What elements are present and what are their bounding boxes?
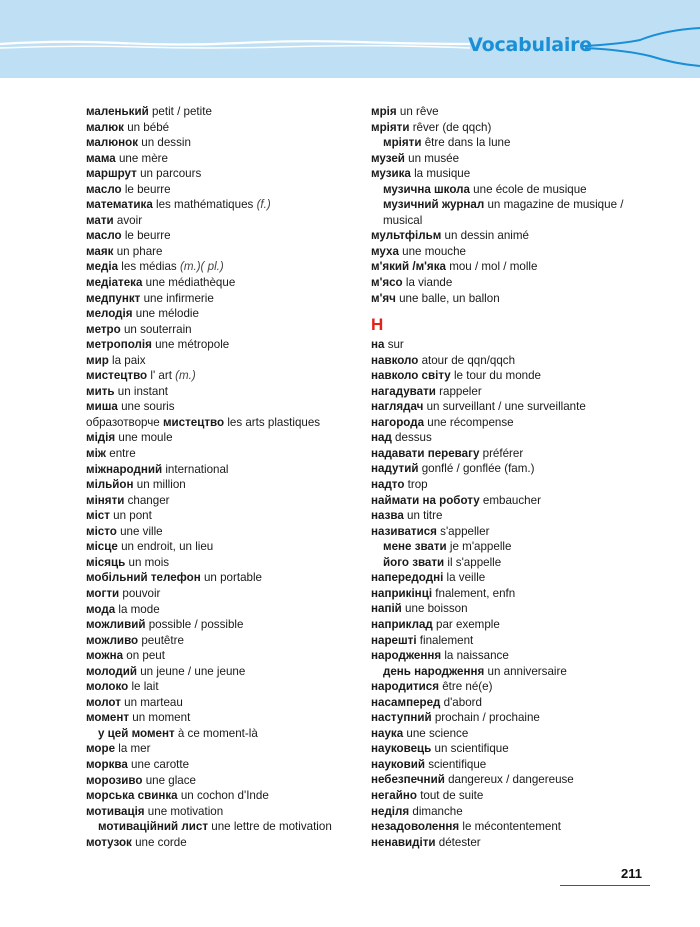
vocab-entry xyxy=(86,477,346,493)
ukrainian-word: наука xyxy=(371,726,404,740)
vocab-entry xyxy=(371,104,651,120)
vocab-entry xyxy=(86,757,346,773)
vocab-entry xyxy=(86,788,346,804)
french-translation: on peut xyxy=(126,649,165,663)
header-wave-decoration xyxy=(0,0,700,78)
ukrainian-word: миша xyxy=(86,400,118,414)
vocab-entry xyxy=(371,353,651,369)
vocab-entry xyxy=(86,633,346,649)
french-translation: un instant xyxy=(117,384,169,398)
vocab-entry xyxy=(371,633,651,649)
ukrainian-word: мелодія xyxy=(86,307,133,321)
vocab-entry xyxy=(371,120,651,136)
ukrainian-word: мотузок xyxy=(86,835,132,849)
vocab-entry xyxy=(371,182,651,198)
french-translation: tout de suite xyxy=(420,788,484,802)
page-number-rule xyxy=(560,885,650,886)
french-translation: une infirmerie xyxy=(143,291,214,305)
vocab-entry xyxy=(86,555,346,571)
french-translation: être dans la lune xyxy=(424,136,511,150)
french-translation: les mathématiques xyxy=(156,198,254,212)
french-translation: prochain / prochaine xyxy=(434,711,540,725)
vocab-entry xyxy=(371,337,651,353)
vocab-entry xyxy=(371,151,651,167)
french-translation: un endroit, un lieu xyxy=(121,540,214,554)
ukrainian-word: морська свинка xyxy=(86,789,178,803)
french-translation: avoir xyxy=(116,213,143,227)
ukrainian-word: молот xyxy=(86,695,121,709)
french-translation: un rêve xyxy=(399,105,439,118)
ukrainian-word: мати xyxy=(86,213,114,227)
vocab-entry xyxy=(86,275,346,291)
french-translation: un magazine de musique / musical xyxy=(383,198,624,227)
ukrainian-word: народження xyxy=(371,649,442,663)
ukrainian-word: молоко xyxy=(86,680,129,694)
french-translation: une lettre de motivation xyxy=(211,820,332,834)
ukrainian-word: муха xyxy=(371,244,399,258)
ukrainian-word: на xyxy=(371,338,385,352)
ukrainian-word: музей xyxy=(371,151,405,165)
ukrainian-word: мультфільм xyxy=(371,229,442,243)
vocab-entry xyxy=(86,384,346,400)
french-translation: la naissance xyxy=(444,649,509,663)
ukrainian-word: нагадувати xyxy=(371,384,436,398)
ukrainian-word: маленький xyxy=(86,105,149,118)
vocab-entry xyxy=(86,415,346,431)
french-translation: une ville xyxy=(120,524,163,538)
french-translation: un jeune / une jeune xyxy=(140,664,246,678)
french-translation: à ce moment-là xyxy=(177,726,258,740)
ukrainian-word: надто xyxy=(371,478,405,492)
ukrainian-word: мріяти xyxy=(383,136,422,150)
ukrainian-word: мріяти xyxy=(371,120,410,134)
ukrainian-word: міст xyxy=(86,509,110,523)
ukrainian-word: навколо xyxy=(371,353,419,367)
ukrainian-word: молодий xyxy=(86,664,137,678)
french-translation: une boisson xyxy=(405,602,468,616)
ukrainian-word: морозиво xyxy=(86,773,143,787)
vocab-entry xyxy=(86,244,346,260)
vocab-entry xyxy=(86,726,346,742)
vocab-entry xyxy=(371,461,651,477)
ukrainian-word: маршрут xyxy=(86,167,137,181)
vocab-entry xyxy=(371,539,651,555)
french-translation: un anniversaire xyxy=(487,664,567,678)
ukrainian-word: між xyxy=(86,447,107,461)
french-translation: par exemple xyxy=(436,617,500,631)
page-number: 211 xyxy=(621,866,642,881)
ukrainian-word: нарешті xyxy=(371,633,417,647)
right-m-entries xyxy=(371,104,651,306)
vocab-entry xyxy=(371,135,651,151)
ukrainian-word: небезпечний xyxy=(371,773,445,787)
ukrainian-word: медпункт xyxy=(86,291,141,305)
left-column xyxy=(86,104,346,850)
french-translation: un dessin animé xyxy=(444,229,529,243)
french-translation: une moule xyxy=(118,431,173,445)
ukrainian-word: музика xyxy=(371,167,411,181)
ukrainian-word: науковець xyxy=(371,742,432,756)
ukrainian-word: малюнок xyxy=(86,136,139,150)
ukrainian-word: наступний xyxy=(371,711,432,725)
ukrainian-word: математика xyxy=(86,198,153,212)
french-translation: un mois xyxy=(128,555,170,569)
vocab-entry xyxy=(371,166,651,182)
vocab-entry xyxy=(86,353,346,369)
vocab-entry xyxy=(86,539,346,555)
french-translation: une corde xyxy=(135,835,187,849)
vocab-entry xyxy=(371,804,651,820)
vocab-entry xyxy=(86,648,346,664)
french-translation: détester xyxy=(438,835,481,849)
ukrainian-word: метро xyxy=(86,322,121,336)
vocab-entry xyxy=(86,430,346,446)
vocab-entry xyxy=(371,772,651,788)
vocab-entry xyxy=(86,664,346,680)
ukrainian-word: наприкінці xyxy=(371,586,433,600)
vocab-entry xyxy=(86,586,346,602)
french-translation: un million xyxy=(136,478,186,492)
ukrainian-word: мобільний телефон xyxy=(86,571,201,585)
french-translation: une école de musique xyxy=(473,182,587,196)
ukrainian-word: надавати перевагу xyxy=(371,446,480,460)
right-n-entries xyxy=(371,337,651,850)
vocab-entry xyxy=(86,259,346,275)
french-translation: pouvoir xyxy=(122,586,161,600)
ukrainian-word: мистецтво xyxy=(162,415,225,429)
ukrainian-word: мене звати xyxy=(383,540,447,554)
vocab-entry xyxy=(371,555,651,571)
vocab-entry xyxy=(371,446,651,462)
vocab-entry xyxy=(371,741,651,757)
ukrainian-word: медіа xyxy=(86,260,119,274)
ukrainian-word: маяк xyxy=(86,244,114,258)
ukrainian-word: мрія xyxy=(371,105,397,118)
french-translation: finalement xyxy=(419,633,474,647)
french-translation: peutêtre xyxy=(141,633,184,647)
french-translation: un marteau xyxy=(124,695,183,709)
ukrainian-word: місто xyxy=(86,524,117,538)
french-translation: rappeler xyxy=(439,384,482,398)
vocab-entry xyxy=(86,524,346,540)
vocab-entry xyxy=(371,228,651,244)
french-translation: une science xyxy=(406,726,469,740)
french-translation: possible / possible xyxy=(148,618,244,632)
french-translation: le beurre xyxy=(124,182,171,196)
french-translation: embaucher xyxy=(482,493,541,507)
vocab-entry xyxy=(86,291,346,307)
ukrainian-word: мотивація xyxy=(86,804,145,818)
vocab-entry xyxy=(371,710,651,726)
french-translation: un dessin xyxy=(141,136,191,150)
vocab-entry xyxy=(86,508,346,524)
vocab-entry xyxy=(86,135,346,151)
ukrainian-word: м'ясо xyxy=(371,276,403,290)
vocab-entry xyxy=(371,726,651,742)
french-translation: un portable xyxy=(203,571,262,585)
french-translation: le beurre xyxy=(124,229,171,243)
french-translation: dangereux / dangereuse xyxy=(448,773,574,787)
french-translation: rêver (de qqch) xyxy=(412,120,492,134)
ukrainian-word: напередодні xyxy=(371,571,444,585)
vocab-entry xyxy=(86,570,346,586)
ukrainian-word: мир xyxy=(86,353,109,367)
vocab-entry xyxy=(371,197,651,228)
vocab-entry xyxy=(371,757,651,773)
ukrainian-word: м'яч xyxy=(371,291,396,305)
french-translation: la mer xyxy=(118,742,151,756)
french-translation: le lait xyxy=(131,680,159,694)
vocab-entry xyxy=(86,679,346,695)
french-translation: le tour du monde xyxy=(453,369,541,383)
french-translation: préférer xyxy=(482,446,524,460)
french-translation: une carotte xyxy=(131,757,190,771)
vocab-entry xyxy=(86,151,346,167)
french-translation: l' art xyxy=(150,369,172,383)
french-translation: une récompense xyxy=(427,415,514,429)
ukrainian-word: море xyxy=(86,742,116,756)
vocab-entry xyxy=(371,368,651,384)
ukrainian-word: мить xyxy=(86,384,115,398)
ukrainian-word: ненавидіти xyxy=(371,835,436,849)
french-translation: un pont xyxy=(113,509,152,523)
vocab-entry xyxy=(86,213,346,229)
ukrainian-word: неділя xyxy=(371,804,410,818)
vocab-entry xyxy=(371,664,651,680)
french-translation: un scientifique xyxy=(434,742,509,756)
french-translation: la musique xyxy=(414,167,471,181)
french-translation: international xyxy=(165,462,229,476)
vocab-entry xyxy=(371,430,651,446)
ukrainian-word: негайно xyxy=(371,788,417,802)
french-translation: atour de qqn/qqch xyxy=(421,353,516,367)
french-translation: une métropole xyxy=(155,338,230,352)
ukrainian-word: морква xyxy=(86,757,128,771)
grammar-note: (m.) xyxy=(175,369,196,383)
french-translation: une mouche xyxy=(402,244,466,258)
ukrainian-word: місяць xyxy=(86,555,126,569)
vocab-entry xyxy=(371,570,651,586)
vocab-entry xyxy=(86,337,346,353)
vocab-entry xyxy=(371,508,651,524)
french-translation: un phare xyxy=(116,244,163,258)
french-translation: le mécontentement xyxy=(462,820,561,834)
ukrainian-word: можливий xyxy=(86,618,146,632)
ukrainian-word: називатися xyxy=(371,524,437,538)
ukrainian-word: масло xyxy=(86,229,122,243)
french-translation: une motivation xyxy=(147,804,224,818)
french-translation: scientifique xyxy=(428,757,487,771)
vocab-entry xyxy=(371,586,651,602)
vocab-entry xyxy=(86,804,346,820)
page-header-title: Vocabulaire xyxy=(468,34,592,56)
ukrainian-word: малюк xyxy=(86,120,124,134)
french-translation: s'appeller xyxy=(440,524,490,538)
ukrainian-word: медіатека xyxy=(86,276,143,290)
french-translation: une mère xyxy=(118,151,168,165)
french-translation: entre xyxy=(109,447,136,461)
vocab-entry xyxy=(86,773,346,789)
ukrainian-word: м'який /м'яка xyxy=(371,260,446,274)
french-translation: dimanche xyxy=(412,804,463,818)
vocab-entry xyxy=(371,601,651,617)
ukrainian-word: назва xyxy=(371,509,404,523)
vocab-entry xyxy=(86,120,346,136)
ukrainian-word: метрополія xyxy=(86,338,152,352)
french-translation: trop xyxy=(407,478,428,492)
french-translation: il s'appelle xyxy=(447,555,502,569)
ukrainian-word: музичний журнал xyxy=(383,198,485,212)
vocab-entry xyxy=(86,819,346,835)
ukrainian-word: насамперед xyxy=(371,695,441,709)
ukrainian-word: надутий xyxy=(371,462,419,476)
ukrainian-word: мама xyxy=(86,151,116,165)
ukrainian-word: напій xyxy=(371,602,402,616)
vocab-entry xyxy=(371,259,651,275)
ukrainian-word: масло xyxy=(86,182,122,196)
french-translation: mou / mol / molle xyxy=(449,260,538,274)
french-translation: la mode xyxy=(118,602,160,616)
french-translation: les médias xyxy=(121,260,177,274)
french-translation: un titre xyxy=(407,509,443,523)
ukrainian-word: можна xyxy=(86,649,124,663)
french-translation: la viande xyxy=(405,276,453,290)
french-translation: une glace xyxy=(145,773,196,787)
ukrainian-word: у цей момент xyxy=(98,726,175,740)
vocab-entry xyxy=(371,524,651,540)
vocab-entry xyxy=(86,710,346,726)
ukrainian-word: мотиваційний лист xyxy=(98,820,209,834)
vocab-entry xyxy=(86,368,346,384)
french-translation: sur xyxy=(387,338,404,352)
vocab-entry xyxy=(86,228,346,244)
vocab-entry xyxy=(371,275,651,291)
vocab-entry xyxy=(86,166,346,182)
ukrainian-word: міжнародний xyxy=(86,462,163,476)
vocab-entry xyxy=(86,446,346,462)
vocab-entry xyxy=(371,244,651,260)
grammar-note: (m.)( pl.) xyxy=(179,260,224,274)
vocab-entry xyxy=(371,477,651,493)
french-translation: la paix xyxy=(112,353,146,367)
french-translation: la veille xyxy=(446,571,486,585)
right-column xyxy=(371,104,651,850)
ukrainian-word: народитися xyxy=(371,680,439,694)
vocab-entry xyxy=(86,741,346,757)
ukrainian-word: місце xyxy=(86,540,118,554)
french-translation: un bébé xyxy=(127,120,170,134)
french-translation: gonflé / gonflée (fam.) xyxy=(421,462,535,476)
ukrainian-word: мільйон xyxy=(86,478,134,492)
header-band xyxy=(0,0,700,78)
french-translation: un parcours xyxy=(140,167,202,181)
ukrainian-word: наймати на роботу xyxy=(371,493,480,507)
vocab-entry xyxy=(86,835,346,851)
french-translation: un musée xyxy=(408,151,460,165)
vocab-entry xyxy=(86,602,346,618)
french-translation: les arts plastiques xyxy=(227,415,321,429)
ukrainian-word: науковий xyxy=(371,757,426,771)
french-translation: changer xyxy=(127,493,170,507)
vocab-entry xyxy=(86,104,346,120)
ukrainian-word: момент xyxy=(86,711,130,725)
ukrainian-word: мода xyxy=(86,602,116,616)
vocab-entry xyxy=(86,617,346,633)
ukrainian-word: наприклад xyxy=(371,617,433,631)
vocab-entry xyxy=(371,617,651,633)
french-translation: un souterrain xyxy=(123,322,192,336)
ukrainian-word: можливо xyxy=(86,633,139,647)
ukrainian-word: мистецтво xyxy=(86,369,148,383)
vocab-entry xyxy=(371,835,651,851)
ukrainian-word: музична школа xyxy=(383,182,470,196)
ukrainian-word: мідія xyxy=(86,431,116,445)
vocab-entry xyxy=(86,197,346,213)
vocab-entry xyxy=(86,306,346,322)
ukrainian-word: його звати xyxy=(383,555,445,569)
french-translation: une mélodie xyxy=(135,307,199,321)
french-translation: je m'appelle xyxy=(449,540,512,554)
vocab-entry xyxy=(371,819,651,835)
vocab-entry xyxy=(371,648,651,664)
ukrainian-word: незадоволення xyxy=(371,820,460,834)
french-translation: fnalement, enfn xyxy=(435,586,516,600)
french-translation: une souris xyxy=(121,400,175,414)
ukrainian-word: міняти xyxy=(86,493,125,507)
ukrainian-word: наглядач xyxy=(371,400,424,414)
vocab-entry xyxy=(371,384,651,400)
section-letter: Н xyxy=(371,315,384,335)
vocab-entry xyxy=(86,399,346,415)
vocab-entry xyxy=(371,788,651,804)
french-translation: petit / petite xyxy=(151,105,212,118)
french-translation: un surveillant / une surveillante xyxy=(426,400,586,414)
vocab-entry xyxy=(371,695,651,711)
vocab-entry xyxy=(86,182,346,198)
vocab-entry xyxy=(371,679,651,695)
vocab-entry xyxy=(371,291,651,307)
french-translation: un moment xyxy=(132,711,191,725)
vocab-entry xyxy=(371,493,651,509)
french-translation: un cochon d'Inde xyxy=(180,789,269,803)
entry-prefix: образотворче xyxy=(86,415,160,429)
vocab-entry xyxy=(86,493,346,509)
french-translation: dessus xyxy=(395,431,432,445)
french-translation: d'abord xyxy=(443,695,482,709)
french-translation: une médiathèque xyxy=(145,276,236,290)
french-translation: une balle, un ballon xyxy=(399,291,500,305)
grammar-note: (f.) xyxy=(256,198,271,212)
ukrainian-word: могти xyxy=(86,586,120,600)
vocab-entry xyxy=(86,695,346,711)
vocab-entry xyxy=(371,399,651,415)
vocab-entry xyxy=(371,415,651,431)
vocab-entry xyxy=(86,322,346,338)
french-translation: être né(e) xyxy=(442,680,493,694)
vocab-entry xyxy=(86,462,346,478)
ukrainian-word: день народження xyxy=(383,664,485,678)
ukrainian-word: навколо світу xyxy=(371,369,451,383)
ukrainian-word: над xyxy=(371,431,392,445)
ukrainian-word: нагорода xyxy=(371,415,425,429)
